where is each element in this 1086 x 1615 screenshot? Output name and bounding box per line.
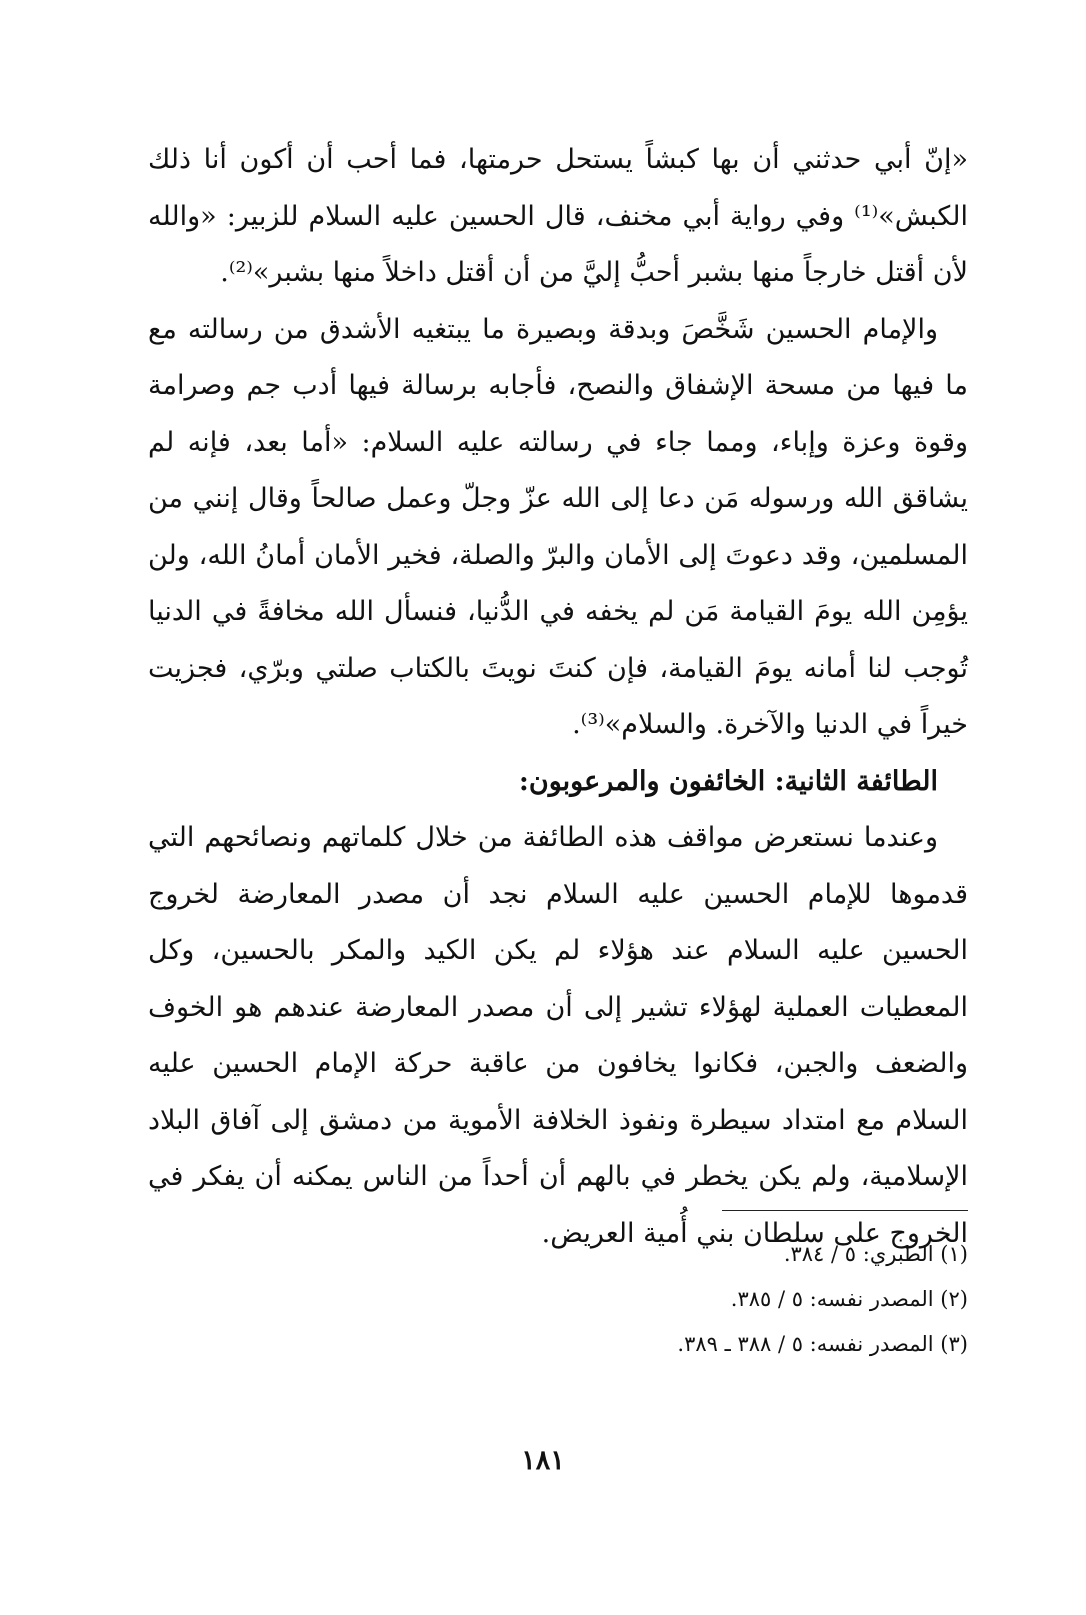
paragraph-3: وعندما نستعرض مواقف هذه الطائفة من خلال كلماتهم ونصائحهم التي قدموها للإمام الحسين عليه السلام نجد أن مصدر المعارضة لخروج الحسين عليه السلام عند هؤلاء لم يكن الكيد والمكر بالحسين، وكل المعطيات العملية لهؤلاء تشير إلى أن مصدر المعارضة عندهم هو الخوف والضعف والجبن، فكانوا يخافون من عاقبة حركة الإمام الحسين عليه السلام مع امتداد سيطرة ونفوذ الخلافة الأموية من دمشق إلى آفاق البلاد الإسلامية، ولم يكن يخطر في بالهم أن أحداً من الناس يمكنه أن يفكر في الخروج على سلطان بني أُمية العريض. bbox=[148, 822, 968, 1249]
footnote-2: (٢) المصدر نفسه: ٥ / ٣٨٥. bbox=[730, 1287, 968, 1311]
footnote-3: (٣) المصدر نفسه: ٥ / ٣٨٨ ـ ٣٨٩. bbox=[677, 1332, 968, 1356]
footnotes bbox=[600, 1232, 968, 1367]
section-heading: الطائفة الثانية: الخائفون والمرعوبون: bbox=[518, 765, 938, 797]
page-number: ١٨١ bbox=[521, 1445, 565, 1476]
footnote-divider bbox=[722, 1210, 968, 1211]
page-body bbox=[148, 132, 968, 1262]
paragraph-1: «إنّ أبي حدثني أن بها كبشاً يستحل حرمتها، فما أحب أن أكون أنا ذلك الكبش»⁽¹⁾ وفي رواية أبي مخنف، قال الحسين عليه السلام للزبير: «والله لأن أقتل خارجاً منها بشبر أحبُّ إليَّ من أن أقتل داخلاً منها بشبر»⁽²⁾. bbox=[148, 144, 968, 288]
footnote-1: (١) الطبري: ٥ / ٣٨٤. bbox=[783, 1242, 968, 1266]
paragraph-2: والإمام الحسين شَخَّصَ وبدقة وبصيرة ما يبتغيه الأشدق من رسالته مع ما فيها من مسحة الإشفاق والنصح، فأجابه برسالة فيها أدب جم وصرامة وقوة وعزة وإباء، ومما جاء في رسالته عليه السلام: «أما بعد، فإنه لم يشاقق الله ورسوله مَن دعا إلى الله عزّ وجلّ وعمل صالحاً وقال إنني من المسلمين، وقد دعوتَ إلى الأمان والبرّ والصلة، فخير الأمان أمانُ الله، ولن يؤمِن الله يومَ القيامة مَن لم يخفه في الدُّنيا، فنسأل الله مخافةً في الدنيا تُوجب لنا أمانه يومَ القيامة، فإن كنتَ نويتَ بالكتاب صلتي وبرّي، فجزيت خيراً في الدنيا والآخرة. والسلام»⁽³⁾. bbox=[148, 313, 968, 740]
